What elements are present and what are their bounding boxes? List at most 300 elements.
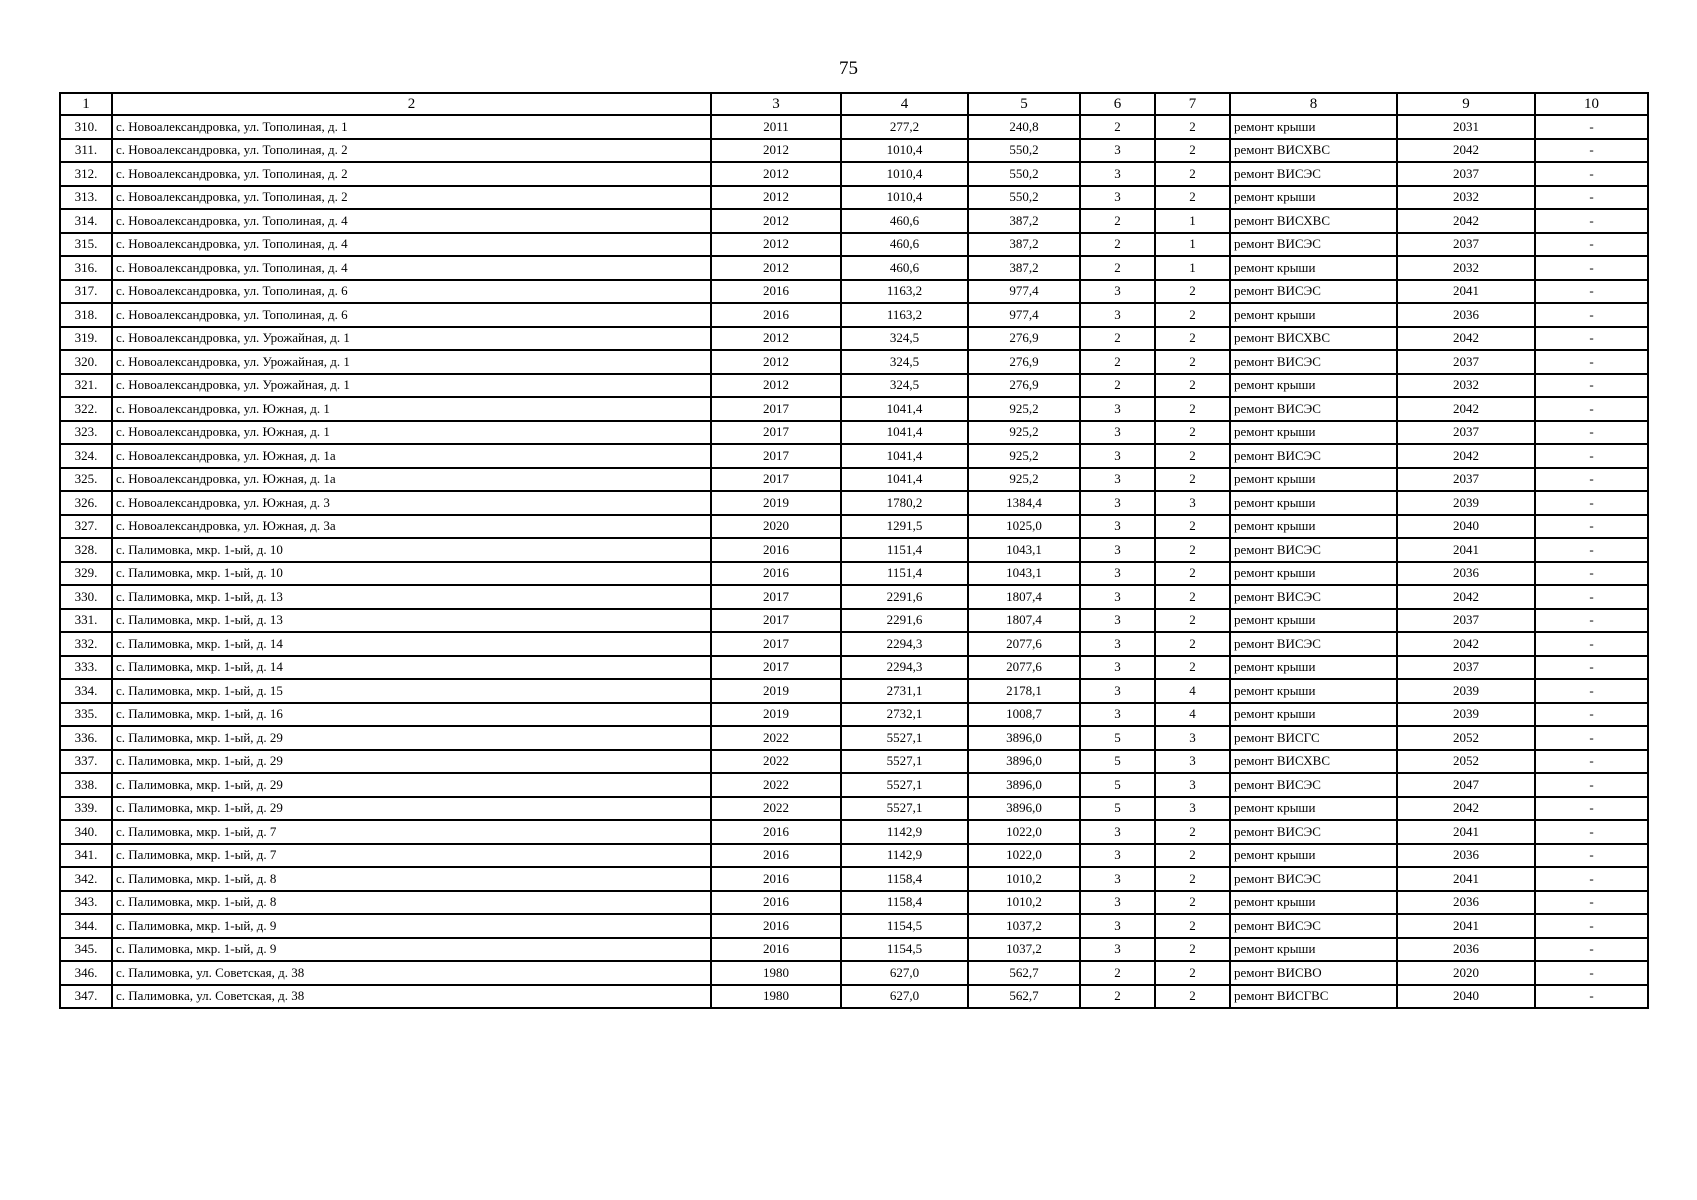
- cell-living-area: 562,7: [968, 961, 1080, 985]
- cell-address: с. Палимовка, мкр. 1-ый, д. 14: [112, 632, 711, 656]
- table-row: [60, 303, 1648, 327]
- cell-total-area: 460,6: [841, 256, 968, 280]
- cell-floors: 3: [1080, 280, 1155, 304]
- cell-note: -: [1535, 914, 1648, 938]
- table-row: [60, 820, 1648, 844]
- cell-year-built: 2016: [711, 844, 841, 868]
- cell-living-area: 550,2: [968, 139, 1080, 163]
- cell-note: -: [1535, 162, 1648, 186]
- cell-planned-year: 2036: [1397, 303, 1535, 327]
- cell-repair-type: ремонт ВИСЭС: [1230, 914, 1397, 938]
- cell-year-built: 2012: [711, 374, 841, 398]
- cell-year-built: 2012: [711, 256, 841, 280]
- cell-entrances: 4: [1155, 703, 1230, 727]
- cell-total-area: 1010,4: [841, 139, 968, 163]
- cell-entrances: 2: [1155, 585, 1230, 609]
- cell-planned-year: 2039: [1397, 491, 1535, 515]
- cell-planned-year: 2036: [1397, 891, 1535, 915]
- cell-year-built: 2022: [711, 797, 841, 821]
- cell-row-number: 317.: [60, 280, 112, 304]
- cell-planned-year: 2037: [1397, 421, 1535, 445]
- cell-planned-year: 2042: [1397, 444, 1535, 468]
- header-row: [60, 93, 1648, 115]
- cell-row-number: 342.: [60, 867, 112, 891]
- cell-note: -: [1535, 844, 1648, 868]
- cell-entrances: 2: [1155, 421, 1230, 445]
- cell-repair-type: ремонт ВИСЭС: [1230, 233, 1397, 257]
- table-row: [60, 115, 1648, 139]
- cell-address: с. Палимовка, мкр. 1-ый, д. 16: [112, 703, 711, 727]
- cell-row-number: 341.: [60, 844, 112, 868]
- cell-entrances: 2: [1155, 468, 1230, 492]
- cell-planned-year: 2037: [1397, 609, 1535, 633]
- cell-living-area: 1807,4: [968, 609, 1080, 633]
- cell-repair-type: ремонт ВИСЭС: [1230, 585, 1397, 609]
- cell-note: -: [1535, 327, 1648, 351]
- cell-living-area: 925,2: [968, 444, 1080, 468]
- table-row: [60, 797, 1648, 821]
- cell-floors: 3: [1080, 421, 1155, 445]
- cell-year-built: 2016: [711, 938, 841, 962]
- cell-address: с. Новоалександровка, ул. Тополиная, д. 6: [112, 280, 711, 304]
- cell-year-built: 2017: [711, 656, 841, 680]
- cell-row-number: 315.: [60, 233, 112, 257]
- cell-entrances: 4: [1155, 679, 1230, 703]
- cell-total-area: 627,0: [841, 985, 968, 1009]
- cell-repair-type: ремонт ВИСЭС: [1230, 350, 1397, 374]
- cell-entrances: 2: [1155, 961, 1230, 985]
- cell-entrances: 2: [1155, 844, 1230, 868]
- cell-address: с. Новоалександровка, ул. Тополиная, д. 2: [112, 162, 711, 186]
- column-header-6: 6: [1080, 93, 1155, 115]
- column-header-4: 4: [841, 93, 968, 115]
- cell-repair-type: ремонт крыши: [1230, 679, 1397, 703]
- cell-row-number: 332.: [60, 632, 112, 656]
- cell-repair-type: ремонт крыши: [1230, 186, 1397, 210]
- cell-total-area: 277,2: [841, 115, 968, 139]
- cell-repair-type: ремонт ВИСЭС: [1230, 773, 1397, 797]
- cell-year-built: 2017: [711, 444, 841, 468]
- cell-planned-year: 2052: [1397, 726, 1535, 750]
- table-row: [60, 327, 1648, 351]
- cell-planned-year: 2052: [1397, 750, 1535, 774]
- cell-address: с. Новоалександровка, ул. Урожайная, д. 1: [112, 374, 711, 398]
- table-row: [60, 985, 1648, 1009]
- cell-floors: 3: [1080, 844, 1155, 868]
- table-row: [60, 233, 1648, 257]
- cell-address: с. Палимовка, мкр. 1-ый, д. 10: [112, 562, 711, 586]
- cell-year-built: 2017: [711, 397, 841, 421]
- table-row: [60, 585, 1648, 609]
- cell-total-area: 460,6: [841, 209, 968, 233]
- cell-note: -: [1535, 444, 1648, 468]
- cell-total-area: 1158,4: [841, 891, 968, 915]
- cell-repair-type: ремонт крыши: [1230, 609, 1397, 633]
- cell-floors: 3: [1080, 914, 1155, 938]
- cell-planned-year: 2040: [1397, 985, 1535, 1009]
- cell-planned-year: 2037: [1397, 162, 1535, 186]
- cell-planned-year: 2036: [1397, 938, 1535, 962]
- cell-floors: 2: [1080, 350, 1155, 374]
- cell-floors: 2: [1080, 209, 1155, 233]
- cell-total-area: 1151,4: [841, 562, 968, 586]
- cell-year-built: 2019: [711, 703, 841, 727]
- cell-living-area: 550,2: [968, 162, 1080, 186]
- cell-entrances: 1: [1155, 209, 1230, 233]
- cell-floors: 3: [1080, 679, 1155, 703]
- table-row: [60, 491, 1648, 515]
- cell-address: с. Палимовка, мкр. 1-ый, д. 29: [112, 726, 711, 750]
- cell-floors: 3: [1080, 938, 1155, 962]
- table-row: [60, 444, 1648, 468]
- cell-planned-year: 2041: [1397, 538, 1535, 562]
- cell-living-area: 276,9: [968, 350, 1080, 374]
- cell-total-area: 324,5: [841, 350, 968, 374]
- cell-address: с. Палимовка, мкр. 1-ый, д. 13: [112, 585, 711, 609]
- cell-entrances: 2: [1155, 938, 1230, 962]
- cell-note: -: [1535, 115, 1648, 139]
- cell-year-built: 2019: [711, 491, 841, 515]
- cell-address: с. Новоалександровка, ул. Южная, д. 3: [112, 491, 711, 515]
- cell-living-area: 240,8: [968, 115, 1080, 139]
- cell-total-area: 1142,9: [841, 844, 968, 868]
- cell-note: -: [1535, 773, 1648, 797]
- page-number: 75: [839, 58, 858, 79]
- table-row: [60, 280, 1648, 304]
- cell-floors: 3: [1080, 820, 1155, 844]
- cell-address: с. Палимовка, мкр. 1-ый, д. 7: [112, 844, 711, 868]
- cell-repair-type: ремонт ВИСЭС: [1230, 820, 1397, 844]
- cell-year-built: 2016: [711, 820, 841, 844]
- housing-repair-table: [59, 92, 1649, 1009]
- cell-floors: 3: [1080, 867, 1155, 891]
- cell-planned-year: 2037: [1397, 656, 1535, 680]
- cell-row-number: 320.: [60, 350, 112, 374]
- column-header-10: 10: [1535, 93, 1648, 115]
- cell-planned-year: 2041: [1397, 280, 1535, 304]
- cell-repair-type: ремонт крыши: [1230, 844, 1397, 868]
- cell-repair-type: ремонт ВИСЭС: [1230, 280, 1397, 304]
- cell-floors: 3: [1080, 515, 1155, 539]
- cell-planned-year: 2020: [1397, 961, 1535, 985]
- cell-planned-year: 2042: [1397, 632, 1535, 656]
- cell-entrances: 2: [1155, 515, 1230, 539]
- cell-total-area: 1041,4: [841, 444, 968, 468]
- cell-note: -: [1535, 468, 1648, 492]
- cell-floors: 2: [1080, 256, 1155, 280]
- cell-living-area: 925,2: [968, 468, 1080, 492]
- cell-address: с. Палимовка, мкр. 1-ый, д. 13: [112, 609, 711, 633]
- cell-living-area: 276,9: [968, 374, 1080, 398]
- cell-repair-type: ремонт ВИСЭС: [1230, 538, 1397, 562]
- cell-repair-type: ремонт крыши: [1230, 421, 1397, 445]
- cell-year-built: 2016: [711, 280, 841, 304]
- cell-living-area: 1022,0: [968, 820, 1080, 844]
- cell-note: -: [1535, 797, 1648, 821]
- cell-floors: 5: [1080, 750, 1155, 774]
- cell-floors: 3: [1080, 562, 1155, 586]
- cell-total-area: 2732,1: [841, 703, 968, 727]
- cell-repair-type: ремонт крыши: [1230, 891, 1397, 915]
- cell-row-number: 339.: [60, 797, 112, 821]
- cell-row-number: 334.: [60, 679, 112, 703]
- cell-total-area: 324,5: [841, 327, 968, 351]
- table-row: [60, 397, 1648, 421]
- cell-planned-year: 2041: [1397, 867, 1535, 891]
- cell-entrances: 3: [1155, 726, 1230, 750]
- cell-living-area: 1010,2: [968, 867, 1080, 891]
- cell-note: -: [1535, 562, 1648, 586]
- cell-planned-year: 2042: [1397, 209, 1535, 233]
- cell-year-built: 2012: [711, 186, 841, 210]
- table-row: [60, 656, 1648, 680]
- cell-repair-type: ремонт крыши: [1230, 374, 1397, 398]
- cell-planned-year: 2041: [1397, 914, 1535, 938]
- cell-entrances: 3: [1155, 797, 1230, 821]
- cell-living-area: 387,2: [968, 256, 1080, 280]
- cell-year-built: 2020: [711, 515, 841, 539]
- cell-address: с. Новоалександровка, ул. Южная, д. 3а: [112, 515, 711, 539]
- cell-year-built: 2016: [711, 891, 841, 915]
- cell-living-area: 1025,0: [968, 515, 1080, 539]
- cell-total-area: 2294,3: [841, 656, 968, 680]
- table-row: [60, 726, 1648, 750]
- cell-year-built: 2022: [711, 750, 841, 774]
- cell-planned-year: 2042: [1397, 327, 1535, 351]
- table-row: [60, 609, 1648, 633]
- cell-entrances: 2: [1155, 914, 1230, 938]
- cell-repair-type: ремонт ВИСЭС: [1230, 444, 1397, 468]
- cell-address: с. Палимовка, мкр. 1-ый, д. 9: [112, 914, 711, 938]
- cell-row-number: 316.: [60, 256, 112, 280]
- cell-total-area: 1041,4: [841, 397, 968, 421]
- cell-year-built: 2017: [711, 585, 841, 609]
- cell-row-number: 319.: [60, 327, 112, 351]
- cell-year-built: 2017: [711, 421, 841, 445]
- table-row: [60, 938, 1648, 962]
- cell-total-area: 1163,2: [841, 280, 968, 304]
- cell-floors: 3: [1080, 162, 1155, 186]
- cell-living-area: 1010,2: [968, 891, 1080, 915]
- cell-floors: 3: [1080, 303, 1155, 327]
- cell-year-built: 2022: [711, 773, 841, 797]
- cell-repair-type: ремонт ВИСЭС: [1230, 397, 1397, 421]
- cell-total-area: 5527,1: [841, 750, 968, 774]
- cell-entrances: 2: [1155, 444, 1230, 468]
- cell-entrances: 2: [1155, 867, 1230, 891]
- cell-living-area: 3896,0: [968, 773, 1080, 797]
- cell-entrances: 2: [1155, 656, 1230, 680]
- cell-planned-year: 2037: [1397, 350, 1535, 374]
- cell-row-number: 346.: [60, 961, 112, 985]
- cell-entrances: 1: [1155, 233, 1230, 257]
- cell-floors: 2: [1080, 961, 1155, 985]
- cell-entrances: 2: [1155, 562, 1230, 586]
- cell-repair-type: ремонт крыши: [1230, 562, 1397, 586]
- cell-note: -: [1535, 256, 1648, 280]
- cell-entrances: 2: [1155, 632, 1230, 656]
- cell-entrances: 2: [1155, 985, 1230, 1009]
- cell-living-area: 276,9: [968, 327, 1080, 351]
- cell-total-area: 2291,6: [841, 585, 968, 609]
- cell-total-area: 1154,5: [841, 938, 968, 962]
- cell-entrances: 2: [1155, 186, 1230, 210]
- cell-floors: 2: [1080, 233, 1155, 257]
- cell-floors: 3: [1080, 468, 1155, 492]
- cell-total-area: 1163,2: [841, 303, 968, 327]
- cell-year-built: 2016: [711, 914, 841, 938]
- cell-floors: 3: [1080, 632, 1155, 656]
- cell-total-area: 460,6: [841, 233, 968, 257]
- cell-planned-year: 2032: [1397, 256, 1535, 280]
- cell-entrances: 3: [1155, 773, 1230, 797]
- cell-living-area: 3896,0: [968, 726, 1080, 750]
- cell-year-built: 2016: [711, 867, 841, 891]
- table-row: [60, 562, 1648, 586]
- column-header-2: 2: [112, 93, 711, 115]
- cell-planned-year: 2032: [1397, 186, 1535, 210]
- cell-planned-year: 2042: [1397, 585, 1535, 609]
- cell-row-number: 338.: [60, 773, 112, 797]
- cell-repair-type: ремонт крыши: [1230, 515, 1397, 539]
- cell-planned-year: 2031: [1397, 115, 1535, 139]
- cell-row-number: 347.: [60, 985, 112, 1009]
- table-row: [60, 703, 1648, 727]
- cell-entrances: 2: [1155, 139, 1230, 163]
- column-header-8: 8: [1230, 93, 1397, 115]
- cell-year-built: 2011: [711, 115, 841, 139]
- cell-living-area: 1008,7: [968, 703, 1080, 727]
- cell-planned-year: 2047: [1397, 773, 1535, 797]
- cell-note: -: [1535, 397, 1648, 421]
- cell-note: -: [1535, 139, 1648, 163]
- cell-repair-type: ремонт крыши: [1230, 797, 1397, 821]
- cell-address: с. Новоалександровка, ул. Тополиная, д. 2: [112, 186, 711, 210]
- column-header-3: 3: [711, 93, 841, 115]
- cell-living-area: 387,2: [968, 209, 1080, 233]
- cell-planned-year: 2039: [1397, 679, 1535, 703]
- cell-entrances: 2: [1155, 397, 1230, 421]
- cell-entrances: 3: [1155, 750, 1230, 774]
- cell-note: -: [1535, 867, 1648, 891]
- cell-living-area: 925,2: [968, 421, 1080, 445]
- cell-entrances: 2: [1155, 820, 1230, 844]
- cell-entrances: 2: [1155, 538, 1230, 562]
- cell-floors: 2: [1080, 327, 1155, 351]
- table-row: [60, 186, 1648, 210]
- cell-floors: 3: [1080, 609, 1155, 633]
- cell-planned-year: 2042: [1397, 397, 1535, 421]
- cell-total-area: 1154,5: [841, 914, 968, 938]
- cell-total-area: 627,0: [841, 961, 968, 985]
- cell-year-built: 2012: [711, 350, 841, 374]
- cell-total-area: 2291,6: [841, 609, 968, 633]
- cell-planned-year: 2042: [1397, 797, 1535, 821]
- cell-floors: 3: [1080, 656, 1155, 680]
- table-row: [60, 961, 1648, 985]
- cell-note: -: [1535, 726, 1648, 750]
- cell-note: -: [1535, 233, 1648, 257]
- cell-address: с. Палимовка, мкр. 1-ый, д. 8: [112, 867, 711, 891]
- table-row: [60, 914, 1648, 938]
- cell-total-area: 1142,9: [841, 820, 968, 844]
- cell-living-area: 1043,1: [968, 538, 1080, 562]
- cell-repair-type: ремонт крыши: [1230, 938, 1397, 962]
- cell-address: с. Палимовка, мкр. 1-ый, д. 9: [112, 938, 711, 962]
- cell-living-area: 1384,4: [968, 491, 1080, 515]
- cell-note: -: [1535, 985, 1648, 1009]
- cell-entrances: 2: [1155, 374, 1230, 398]
- cell-living-area: 387,2: [968, 233, 1080, 257]
- cell-year-built: 2016: [711, 562, 841, 586]
- cell-total-area: 2294,3: [841, 632, 968, 656]
- cell-address: с. Новоалександровка, ул. Тополиная, д. 2: [112, 139, 711, 163]
- cell-living-area: 925,2: [968, 397, 1080, 421]
- cell-row-number: 343.: [60, 891, 112, 915]
- cell-note: -: [1535, 421, 1648, 445]
- cell-row-number: 344.: [60, 914, 112, 938]
- cell-total-area: 1010,4: [841, 186, 968, 210]
- cell-address: с. Новоалександровка, ул. Южная, д. 1а: [112, 468, 711, 492]
- cell-floors: 3: [1080, 585, 1155, 609]
- cell-row-number: 328.: [60, 538, 112, 562]
- cell-row-number: 345.: [60, 938, 112, 962]
- table-row: [60, 538, 1648, 562]
- cell-row-number: 335.: [60, 703, 112, 727]
- cell-floors: 3: [1080, 538, 1155, 562]
- cell-repair-type: ремонт крыши: [1230, 115, 1397, 139]
- cell-note: -: [1535, 303, 1648, 327]
- cell-year-built: 2016: [711, 303, 841, 327]
- cell-row-number: 312.: [60, 162, 112, 186]
- cell-planned-year: 2041: [1397, 820, 1535, 844]
- cell-note: -: [1535, 820, 1648, 844]
- cell-floors: 2: [1080, 115, 1155, 139]
- cell-address: с. Новоалександровка, ул. Южная, д. 1: [112, 421, 711, 445]
- cell-repair-type: ремонт ВИСХВС: [1230, 750, 1397, 774]
- cell-year-built: 2016: [711, 538, 841, 562]
- table-row: [60, 750, 1648, 774]
- cell-row-number: 330.: [60, 585, 112, 609]
- cell-address: с. Палимовка, мкр. 1-ый, д. 29: [112, 750, 711, 774]
- table-row: [60, 679, 1648, 703]
- cell-total-area: 324,5: [841, 374, 968, 398]
- cell-living-area: 550,2: [968, 186, 1080, 210]
- cell-year-built: 2017: [711, 632, 841, 656]
- table-row: [60, 374, 1648, 398]
- cell-living-area: 977,4: [968, 280, 1080, 304]
- cell-planned-year: 2036: [1397, 562, 1535, 586]
- cell-planned-year: 2032: [1397, 374, 1535, 398]
- cell-entrances: 2: [1155, 891, 1230, 915]
- cell-entrances: 2: [1155, 609, 1230, 633]
- cell-address: с. Новоалександровка, ул. Тополиная, д. 1: [112, 115, 711, 139]
- cell-repair-type: ремонт ВИСГС: [1230, 726, 1397, 750]
- cell-planned-year: 2042: [1397, 139, 1535, 163]
- cell-total-area: 1158,4: [841, 867, 968, 891]
- cell-entrances: 2: [1155, 327, 1230, 351]
- cell-year-built: 1980: [711, 961, 841, 985]
- cell-address: с. Палимовка, ул. Советская, д. 38: [112, 985, 711, 1009]
- table-row: [60, 139, 1648, 163]
- cell-total-area: 5527,1: [841, 797, 968, 821]
- table-body: [60, 115, 1648, 1008]
- cell-floors: 3: [1080, 139, 1155, 163]
- cell-row-number: 325.: [60, 468, 112, 492]
- cell-address: с. Новоалександровка, ул. Тополиная, д. 4: [112, 256, 711, 280]
- cell-note: -: [1535, 938, 1648, 962]
- cell-row-number: 318.: [60, 303, 112, 327]
